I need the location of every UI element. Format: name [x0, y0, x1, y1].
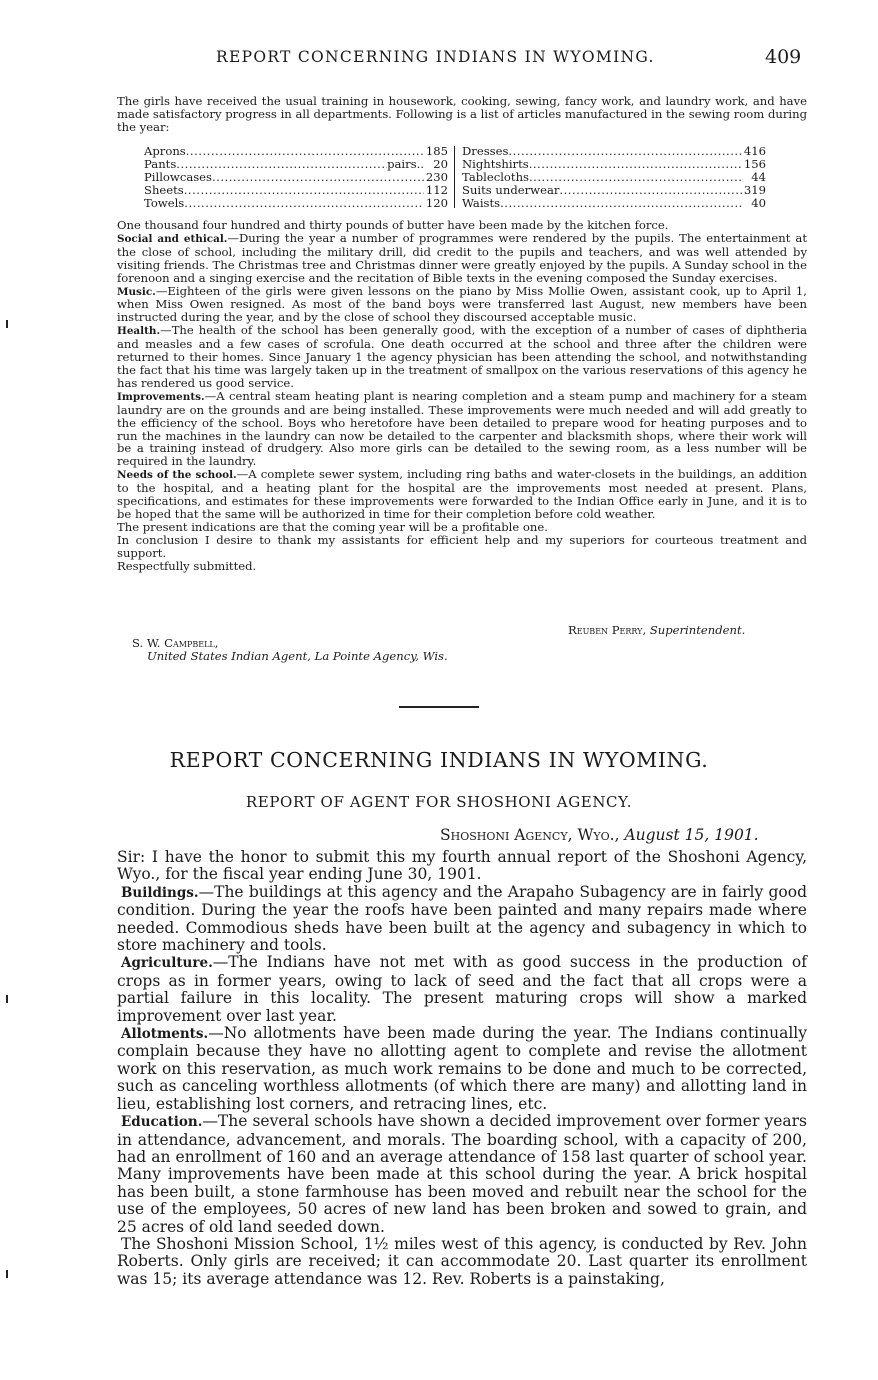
page-number: 409	[765, 46, 802, 68]
needs-heading: Needs of the school.	[117, 469, 237, 482]
leader-dots	[184, 184, 424, 197]
article-row	[462, 145, 766, 158]
buildings-text: —The buildings at this agency and the Arapaho Subagency are in fairly good condition. During the year the roofs have been painted and many repairs made where needed. Commodious sheds have been built at the agency and subagency in which to store machinery and tools.	[117, 882, 807, 955]
salutation-paragraph	[117, 849, 807, 884]
article-item: Towels	[144, 196, 185, 210]
buildings-paragraph	[117, 884, 807, 955]
dateline-date: August 15, 1901.	[624, 826, 759, 844]
signer-title: Superintendent.	[649, 623, 746, 637]
article-row	[462, 197, 766, 210]
leader-dots	[559, 184, 741, 197]
social-heading: Social and ethical.	[117, 232, 228, 245]
leader-dots	[184, 197, 424, 210]
school-report-body	[117, 219, 807, 572]
article-item: Nightshirts	[462, 157, 529, 171]
article-item: Sheets	[144, 183, 184, 197]
margin-mark	[6, 995, 8, 1003]
articles-column-left	[144, 145, 448, 209]
article-quantity: 20	[433, 157, 448, 171]
article-quantity: 319	[743, 183, 766, 197]
article-quantity: 40	[751, 196, 766, 210]
mission-paragraph: The Shoshoni Mission School, 1½ miles west of this agency, is conducted by Rev. John Roberts. Only girls are received; it can accommodate 20. Last quarter its enrollment was 15; its average attendance was 12. Rev. Roberts is a painstaking,	[117, 1234, 807, 1288]
article-quantity: 416	[743, 145, 766, 158]
article-quantity: 230	[425, 170, 448, 184]
buildings-heading: Buildings.	[121, 884, 199, 901]
conclusion-paragraph: In conclusion I desire to thank my assistants for efficient help and my superiors for courteous treatment and support.	[117, 532, 807, 560]
article-row	[462, 184, 766, 197]
butter-paragraph: One thousand four hundred and thirty pounds of butter have been made by the kitchen force.	[117, 218, 669, 232]
leader-dots	[529, 158, 742, 171]
leader-dots	[212, 171, 424, 184]
leader-dots	[508, 145, 741, 158]
health-text: —The health of the school has been generally good, with the exception of a number of cases of diphtheria and measles and a few cases of scrofula. One death occurred at the school and three after the children were returned to their homes. Since January 1 the agency physician has been attending the school, and notwithstanding the fact that his time was largely taken up in the treatment of smallpox on the various reservations of this agency he has rendered us good service.	[117, 323, 807, 390]
article-item: Tablecloths	[462, 170, 529, 184]
health-paragraph	[117, 324, 807, 390]
article-item: Aprons	[144, 145, 186, 158]
closing-line: Respectfully submitted.	[117, 558, 257, 573]
article-row	[144, 184, 448, 197]
music-paragraph	[117, 285, 807, 325]
allotments-heading: Allotments.	[121, 1026, 209, 1043]
table-divider	[454, 146, 455, 208]
article-item: Pillowcases	[144, 170, 212, 184]
article-row	[462, 171, 766, 184]
article-row	[144, 145, 448, 158]
margin-mark	[6, 320, 8, 328]
agriculture-text: —The Indians have not met with as good success in the production of crops as in former years, owing to lack of seed and the fact that all crops were a partial failure in this locality. The present maturing crops will show a marked improvement over last year.	[117, 953, 807, 1025]
article-row	[462, 158, 766, 171]
article-quantity: 44	[751, 170, 766, 184]
agent-report-body	[117, 849, 807, 1288]
section-divider	[399, 706, 479, 708]
intro-paragraph: The girls have received the usual training in housework, cooking, sewing, fancy work, and laundry work, and have made satisfactory progress in all departments. Following is a list of articles manufactured in the sewing room during the year:	[117, 94, 807, 134]
addressee-name: S. W. Campbell,	[132, 636, 219, 650]
music-text: —Eighteen of the girls were given lessons on the piano by Miss Mollie Owen, assistant cook, up to April 1, when Miss Owen resigned. As most of the band boys were transferred last August, new members have been instructed during the year, and by the close of school they discoursed acceptable music.	[117, 283, 807, 325]
education-heading: Education.	[121, 1114, 203, 1131]
allotments-text: —No allotments have been made during the year. The Indians continually complain because they have no allotting agent to complete and revise the allotment work on this reservation, as much work remains to be done and much to be corrected, such as canceling worthless allotments (of which there are many) and allotting land in lieu, establishing lost corners, and retracing lines, etc.	[117, 1024, 807, 1113]
agriculture-heading: Agriculture.	[121, 955, 213, 972]
intro-block	[117, 95, 807, 134]
report-title: REPORT CONCERNING INDIANS IN WYOMING.	[169, 748, 709, 772]
social-text: —During the year a number of programmes were rendered by the pupils. The entertainment at the close of school, including the military drill, did credit to the pupils and teachers, and was well attended by visiting friends. The Christmas tree and Christmas dinner were greatly enjoyed by the pupils. A Sunday school in the forenoon and a singing exercise and the recitation of Bible texts in the evening composed the Sunday exercises.	[117, 230, 807, 285]
leader-dots	[529, 171, 742, 184]
report-subtitle: REPORT OF AGENT FOR SHOSHONI AGENCY.	[245, 793, 633, 811]
article-item: Suits underwear	[462, 183, 560, 197]
improvements-paragraph	[117, 390, 807, 468]
improvements-text: —A central steam heating plant is nearing completion and a steam pump and machinery for a steam laundry are on the grounds and are being installed. These improvements were much needed and will add greatly to the efficiency of the school. Boys who heretofore have been detailed to prepare wood for heating purposes and to run the machines in the laundry can now be detailed to the carpenter and blacksmith shops, where their work will be a training instead of drudgery. Also more girls can be detailed to the sewing room, as a less number will be required in the laundry.	[117, 388, 807, 469]
allotments-paragraph	[117, 1025, 807, 1113]
music-heading: Music.	[117, 285, 156, 298]
dateline-place: Shoshoni Agency, Wyo.,	[440, 826, 620, 844]
leader-dots	[500, 197, 742, 210]
signer-name: Reuben Perry,	[568, 623, 647, 637]
salutation-text: Sir: I have the honor to submit this my fourth annual report of the Shoshoni Agency, Wyo., for the fiscal year ending June 30, 1901.	[117, 848, 807, 884]
leader-dots	[176, 158, 387, 171]
article-row	[144, 158, 448, 171]
article-row	[144, 171, 448, 184]
article-item: Dresses	[462, 145, 509, 158]
article-quantity: 120	[425, 196, 448, 210]
education-paragraph	[117, 1113, 807, 1236]
article-unit: pairs..	[387, 157, 424, 171]
leader-dots	[186, 145, 424, 158]
superintendent-signature	[568, 623, 745, 637]
margin-mark	[6, 1270, 8, 1278]
addressee-title: United States Indian Agent, La Pointe Agency, Wis.	[147, 649, 448, 663]
improvements-heading: Improvements.	[117, 390, 205, 403]
indications-paragraph: The present indications are that the coming year will be a profitable one.	[117, 519, 548, 534]
health-heading: Health.	[117, 325, 161, 338]
article-quantity: 156	[743, 157, 766, 171]
running-head-title: REPORT CONCERNING INDIANS IN WYOMING.	[216, 48, 655, 66]
articles-column-right	[462, 145, 766, 209]
article-quantity: 112	[425, 183, 448, 197]
needs-paragraph	[117, 468, 807, 521]
education-text: —The several schools have shown a decided improvement over former years in attendance, advancement, and morals. The boarding school, with a capacity of 200, had an enrollment of 160 and an average attendance of 158 last quarter of school year. Many improvements have been made at this school during the year. A brick hospital has been built, a stone farmhouse has been moved and rebuilt near the school for the use of the employees, 50 acres of new land has been broken and sowed to grain, and 25 acres of old land seeded down.	[117, 1112, 807, 1236]
social-paragraph	[117, 232, 807, 285]
article-row	[144, 197, 448, 210]
article-quantity: 185	[425, 145, 448, 158]
dateline	[440, 826, 759, 844]
article-item: Waists	[462, 196, 501, 210]
article-item: Pants	[144, 157, 177, 171]
needs-text: —A complete sewer system, including ring baths and water-closets in the buildings, an addition to the hospital, and a heating plant for the hospital are the improvements most needed at present. Plans, specifications, and estimates for these improvements were forwarded to the Indian Office early in June, and it is to be hoped that the same will be authorized in time for their completion before cold weather.	[117, 467, 807, 521]
running-head	[0, 46, 878, 74]
agriculture-paragraph	[117, 954, 807, 1025]
